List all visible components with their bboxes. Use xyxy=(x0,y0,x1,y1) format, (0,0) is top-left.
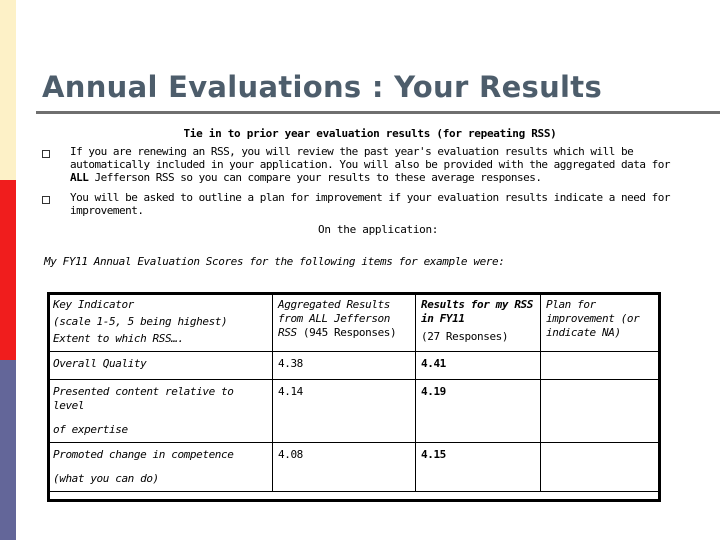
header-aggregate-count: (945 Responses) xyxy=(302,326,397,339)
row-indicator-label: Promoted change in competence xyxy=(53,448,234,461)
table-row xyxy=(48,380,661,443)
bullet-2-line-2: improvement. xyxy=(70,204,144,217)
header-extent: Extent to which RSS…. xyxy=(53,332,184,345)
row-plan xyxy=(541,380,661,443)
row-indicator xyxy=(48,380,273,443)
table-row xyxy=(48,443,661,492)
title-rule xyxy=(36,111,720,114)
header-key-indicator-line1: Key Indicator xyxy=(53,298,134,311)
stripe-middle xyxy=(0,180,16,360)
bullet-1-bold-all: ALL xyxy=(70,171,89,184)
row-mine: 4.15 xyxy=(416,443,541,492)
header-my-results-count: (27 Responses) xyxy=(421,330,509,343)
row-indicator-sub: (what you can do) xyxy=(53,472,159,485)
table-header-row xyxy=(48,293,661,352)
header-aggregate xyxy=(273,293,416,352)
stripe-bottom xyxy=(0,360,16,540)
bullet-1-line-2: automatically included in your application. You will also be provided with the aggregated data for xyxy=(70,158,671,171)
row-indicator xyxy=(48,352,273,380)
scores-table xyxy=(47,292,661,492)
row-aggregate: 4.08 xyxy=(273,443,416,492)
bullet-1-line-3: Jefferson RSS so you can compare your results to these average responses. xyxy=(88,171,542,184)
row-indicator-label: Presented content relative to level xyxy=(53,385,234,412)
bullet-square-icon xyxy=(42,150,50,158)
bullet-2-line-1: You will be asked to outline a plan for improvement if your evaluation results indicate a need for xyxy=(70,191,671,204)
header-my-results-label: Results for my RSS in FY11 xyxy=(421,298,534,325)
row-indicator xyxy=(48,443,273,492)
bullet-1-line-1: If you are renewing an RSS, you will review the past year's evaluation results which will be xyxy=(70,145,634,158)
slide-title: Annual Evaluations : Your Results xyxy=(42,70,603,104)
intro-text: My FY11 Annual Evaluation Scores for the following items for example were: xyxy=(44,255,505,268)
header-plan: Plan for improvement (or indicate NA) xyxy=(541,293,661,352)
row-plan xyxy=(541,352,661,380)
header-key-indicator xyxy=(48,293,273,352)
on-application-label: On the application: xyxy=(318,223,439,236)
row-plan xyxy=(541,443,661,492)
header-scale-note: (scale 1-5, 5 being highest) xyxy=(53,315,228,328)
stripe-top xyxy=(0,0,16,180)
bullet-text-2 xyxy=(70,191,670,217)
row-indicator-sub: of expertise xyxy=(53,423,128,436)
subheading: Tie in to prior year evaluation results (for repeating RSS) xyxy=(183,127,557,140)
row-indicator-label: Overall Quality xyxy=(53,357,147,370)
row-mine: 4.41 xyxy=(416,352,541,380)
bullet-text-1 xyxy=(70,145,670,184)
table-row xyxy=(48,352,661,380)
row-mine: 4.19 xyxy=(416,380,541,443)
header-my-results xyxy=(416,293,541,352)
bullet-square-icon xyxy=(42,196,50,204)
row-aggregate: 4.38 xyxy=(273,352,416,380)
header-aggregate-label: Aggregated Results from ALL Jefferson RSS xyxy=(278,298,391,339)
row-aggregate: 4.14 xyxy=(273,380,416,443)
